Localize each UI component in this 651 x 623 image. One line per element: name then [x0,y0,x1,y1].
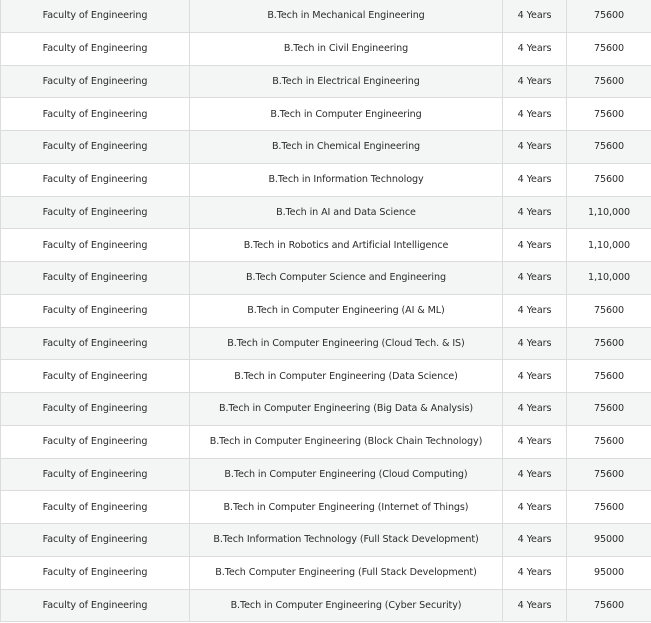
program-cell: B.Tech in Computer Engineering [190,98,503,131]
table-row [1,131,651,164]
table-row [1,0,651,32]
duration-cell: 4 Years [503,393,567,426]
program-cell: B.Tech in Computer Engineering (Data Science) [190,360,503,393]
fee-cell: 75600 [567,0,651,32]
program-cell: B.Tech in Computer Engineering (Block Chain Technology) [190,425,503,458]
faculty-cell: Faculty of Engineering [1,425,190,458]
duration-cell: 4 Years [503,65,567,98]
duration-cell: 4 Years [503,262,567,295]
fee-cell: 75600 [567,131,651,164]
duration-cell: 4 Years [503,98,567,131]
table-row [1,163,651,196]
table-row [1,556,651,589]
faculty-cell: Faculty of Engineering [1,98,190,131]
program-cell: B.Tech Computer Science and Engineering [190,262,503,295]
fee-cell: 95000 [567,556,651,589]
table-row [1,458,651,491]
duration-cell: 4 Years [503,589,567,622]
faculty-cell: Faculty of Engineering [1,229,190,262]
duration-cell: 4 Years [503,294,567,327]
fee-cell: 75600 [567,32,651,65]
fee-cell: 1,10,000 [567,262,651,295]
program-cell: B.Tech Information Technology (Full Stack Development) [190,524,503,557]
faculty-cell: Faculty of Engineering [1,131,190,164]
table-row [1,425,651,458]
program-cell: B.Tech in Mechanical Engineering [190,0,503,32]
fee-cell: 75600 [567,327,651,360]
fee-cell: 75600 [567,98,651,131]
duration-cell: 4 Years [503,360,567,393]
table-row [1,65,651,98]
program-cell: B.Tech in Computer Engineering (Cloud Tech. & IS) [190,327,503,360]
fee-cell: 1,10,000 [567,229,651,262]
duration-cell: 4 Years [503,491,567,524]
duration-cell: 4 Years [503,425,567,458]
fee-table-body [1,0,651,622]
table-row [1,327,651,360]
faculty-cell: Faculty of Engineering [1,360,190,393]
program-cell: B.Tech in Computer Engineering (AI & ML) [190,294,503,327]
program-cell: B.Tech in Electrical Engineering [190,65,503,98]
table-row [1,229,651,262]
fee-cell: 75600 [567,458,651,491]
duration-cell: 4 Years [503,327,567,360]
table-row [1,196,651,229]
program-cell: B.Tech in Robotics and Artificial Intelligence [190,229,503,262]
program-cell: B.Tech in Computer Engineering (Big Data & Analysis) [190,393,503,426]
faculty-cell: Faculty of Engineering [1,294,190,327]
faculty-cell: Faculty of Engineering [1,65,190,98]
fee-cell: 95000 [567,524,651,557]
duration-cell: 4 Years [503,229,567,262]
faculty-cell: Faculty of Engineering [1,0,190,32]
table-row [1,491,651,524]
table-row [1,98,651,131]
faculty-cell: Faculty of Engineering [1,163,190,196]
table-row [1,360,651,393]
table-row [1,524,651,557]
program-cell: B.Tech in Chemical Engineering [190,131,503,164]
duration-cell: 4 Years [503,556,567,589]
faculty-cell: Faculty of Engineering [1,196,190,229]
faculty-cell: Faculty of Engineering [1,524,190,557]
duration-cell: 4 Years [503,163,567,196]
table-row [1,294,651,327]
fee-cell: 75600 [567,65,651,98]
table-row [1,589,651,622]
table-row [1,32,651,65]
faculty-cell: Faculty of Engineering [1,32,190,65]
faculty-cell: Faculty of Engineering [1,589,190,622]
faculty-cell: Faculty of Engineering [1,556,190,589]
program-cell: B.Tech in AI and Data Science [190,196,503,229]
duration-cell: 4 Years [503,32,567,65]
program-cell: B.Tech in Computer Engineering (Internet of Things) [190,491,503,524]
program-cell: B.Tech in Information Technology [190,163,503,196]
duration-cell: 4 Years [503,131,567,164]
fee-cell: 75600 [567,393,651,426]
fee-cell: 75600 [567,491,651,524]
duration-cell: 4 Years [503,196,567,229]
fee-cell: 75600 [567,294,651,327]
fee-cell: 75600 [567,360,651,393]
program-cell: B.Tech in Computer Engineering (Cloud Computing) [190,458,503,491]
faculty-cell: Faculty of Engineering [1,393,190,426]
fee-cell: 75600 [567,425,651,458]
duration-cell: 4 Years [503,458,567,491]
faculty-cell: Faculty of Engineering [1,458,190,491]
program-cell: B.Tech in Computer Engineering (Cyber Security) [190,589,503,622]
fee-cell: 1,10,000 [567,196,651,229]
program-cell: B.Tech Computer Engineering (Full Stack Development) [190,556,503,589]
faculty-cell: Faculty of Engineering [1,327,190,360]
table-row [1,262,651,295]
table-row [1,393,651,426]
fee-cell: 75600 [567,589,651,622]
program-cell: B.Tech in Civil Engineering [190,32,503,65]
duration-cell: 4 Years [503,0,567,32]
faculty-cell: Faculty of Engineering [1,491,190,524]
fee-cell: 75600 [567,163,651,196]
duration-cell: 4 Years [503,524,567,557]
faculty-cell: Faculty of Engineering [1,262,190,295]
